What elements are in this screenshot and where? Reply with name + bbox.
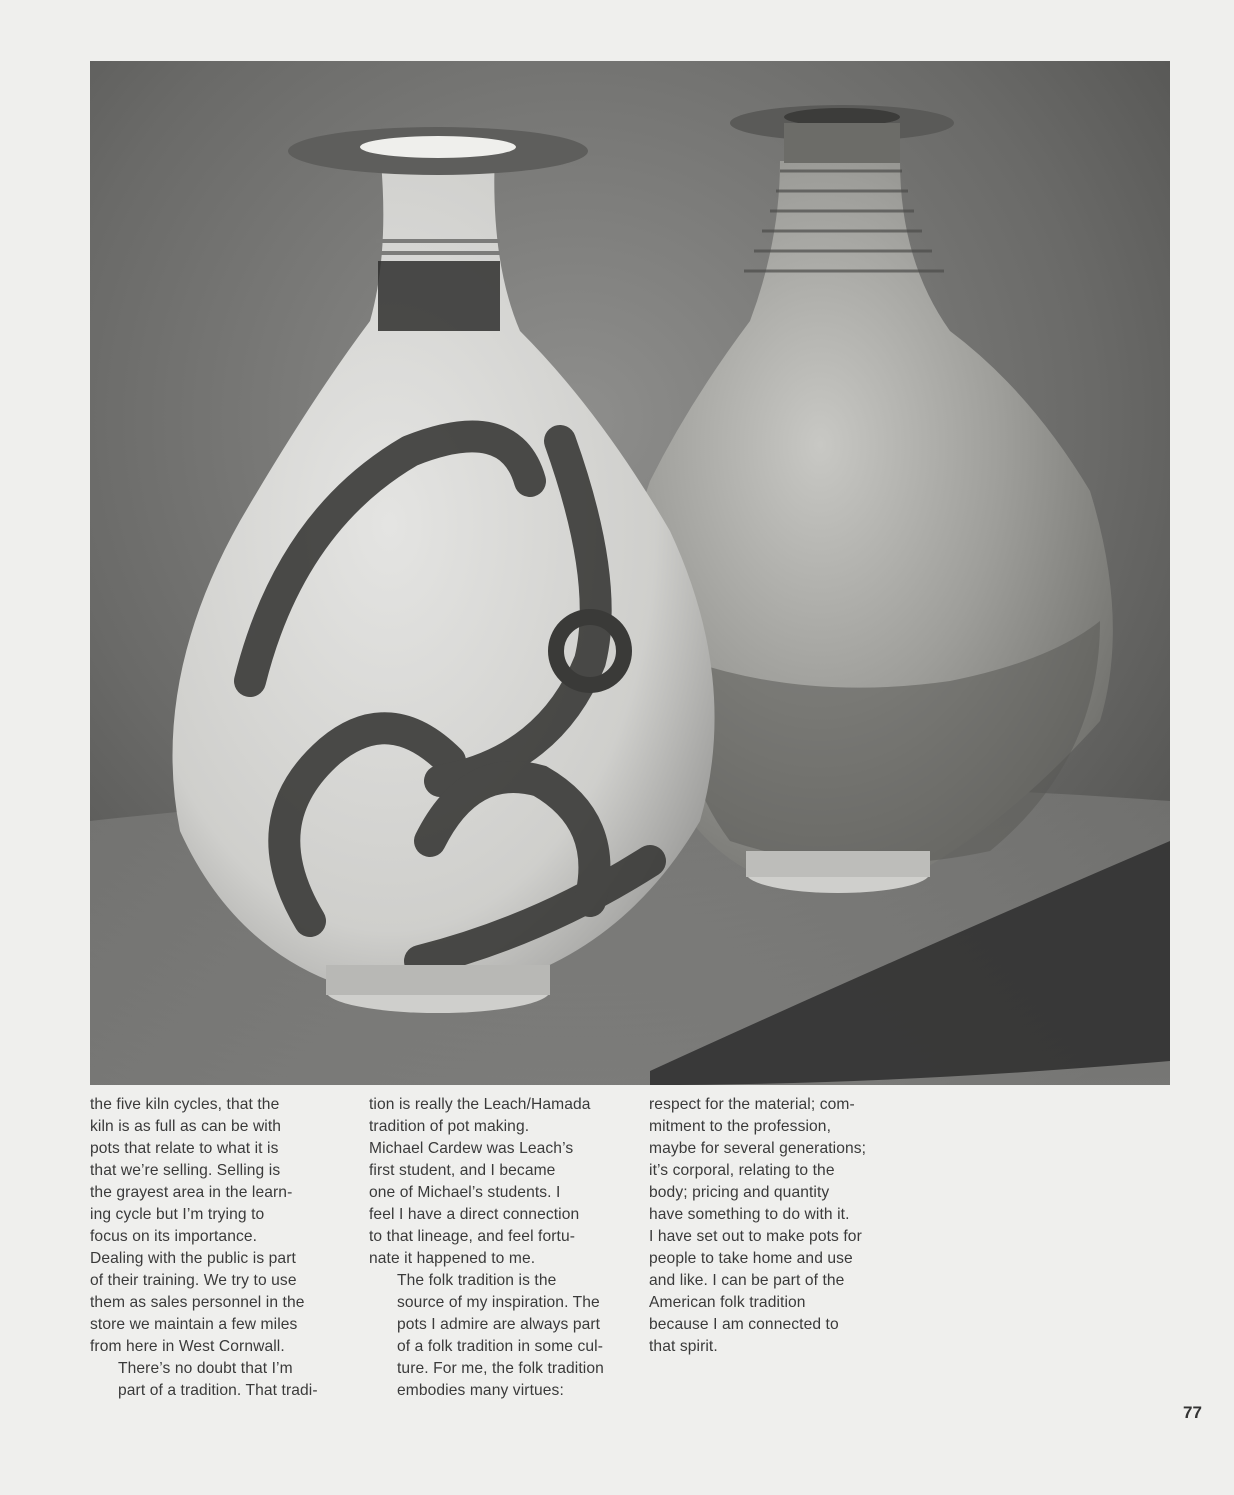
text-line: the grayest area in the learn- [90, 1184, 293, 1201]
text-line: ture. For me, the folk tradition [397, 1360, 604, 1377]
paragraph [369, 1094, 615, 1270]
text-line: it’s corporal, relating to the [649, 1162, 835, 1179]
text-line: to that lineage, and feel fortu- [369, 1228, 576, 1245]
text-line: and like. I can be part of the [649, 1272, 845, 1289]
text-line: have something to do with it. [649, 1206, 850, 1223]
page-number: 77 [1183, 1403, 1202, 1422]
text-line: body; pricing and quantity [649, 1184, 830, 1201]
paragraph [369, 1270, 615, 1402]
paragraph [649, 1094, 895, 1358]
text-line: Michael Cardew was Leach’s [369, 1140, 574, 1157]
paragraph [90, 1094, 336, 1358]
text-column-2 [369, 1094, 615, 1402]
text-line: from here in West Cornwall. [90, 1338, 285, 1355]
text-line: The folk tradition is the [397, 1272, 557, 1289]
text-line: part of a tradition. That tradi- [118, 1382, 318, 1399]
text-line: kiln is as full as can be with [90, 1118, 282, 1135]
text-line: of a folk tradition in some cul- [397, 1338, 604, 1355]
text-line: source of my inspiration. The [397, 1294, 600, 1311]
text-line: respect for the material; com- [649, 1096, 855, 1113]
text-line: maybe for several generations; [649, 1140, 867, 1157]
vases-illustration [90, 61, 1170, 1085]
text-column-3 [649, 1094, 895, 1358]
text-line: because I am connected to [649, 1316, 839, 1333]
text-line: Dealing with the public is part [90, 1250, 296, 1267]
text-line: people to take home and use [649, 1250, 853, 1267]
text-line: There’s no doubt that I’m [118, 1360, 293, 1377]
text-line: one of Michael’s students. I [369, 1184, 561, 1201]
text-line: pots I admire are always part [397, 1316, 601, 1333]
text-line: mitment to the profession, [649, 1118, 832, 1135]
text-line: that we’re selling. Selling is [90, 1162, 281, 1179]
text-line: first student, and I became [369, 1162, 556, 1179]
vases-photograph [90, 61, 1170, 1085]
text-line: I have set out to make pots for [649, 1228, 862, 1245]
paragraph [90, 1358, 336, 1402]
text-line: feel I have a direct connection [369, 1206, 580, 1223]
text-line: tion is really the Leach/Hamada [369, 1096, 591, 1113]
text-line: them as sales personnel in the [90, 1294, 305, 1311]
text-line: the five kiln cycles, that the [90, 1096, 280, 1113]
text-line: nate it happened to me. [369, 1250, 536, 1267]
text-line: pots that relate to what it is [90, 1140, 279, 1157]
text-line: of their training. We try to use [90, 1272, 297, 1289]
text-line: American folk tradition [649, 1294, 806, 1311]
text-line: focus on its importance. [90, 1228, 258, 1245]
text-line: embodies many virtues: [397, 1382, 564, 1399]
text-line: tradition of pot making. [369, 1118, 530, 1135]
text-line: that spirit. [649, 1338, 718, 1355]
text-line: ing cycle but I’m trying to [90, 1206, 265, 1223]
text-line: store we maintain a few miles [90, 1316, 298, 1333]
text-column-1 [90, 1094, 336, 1402]
